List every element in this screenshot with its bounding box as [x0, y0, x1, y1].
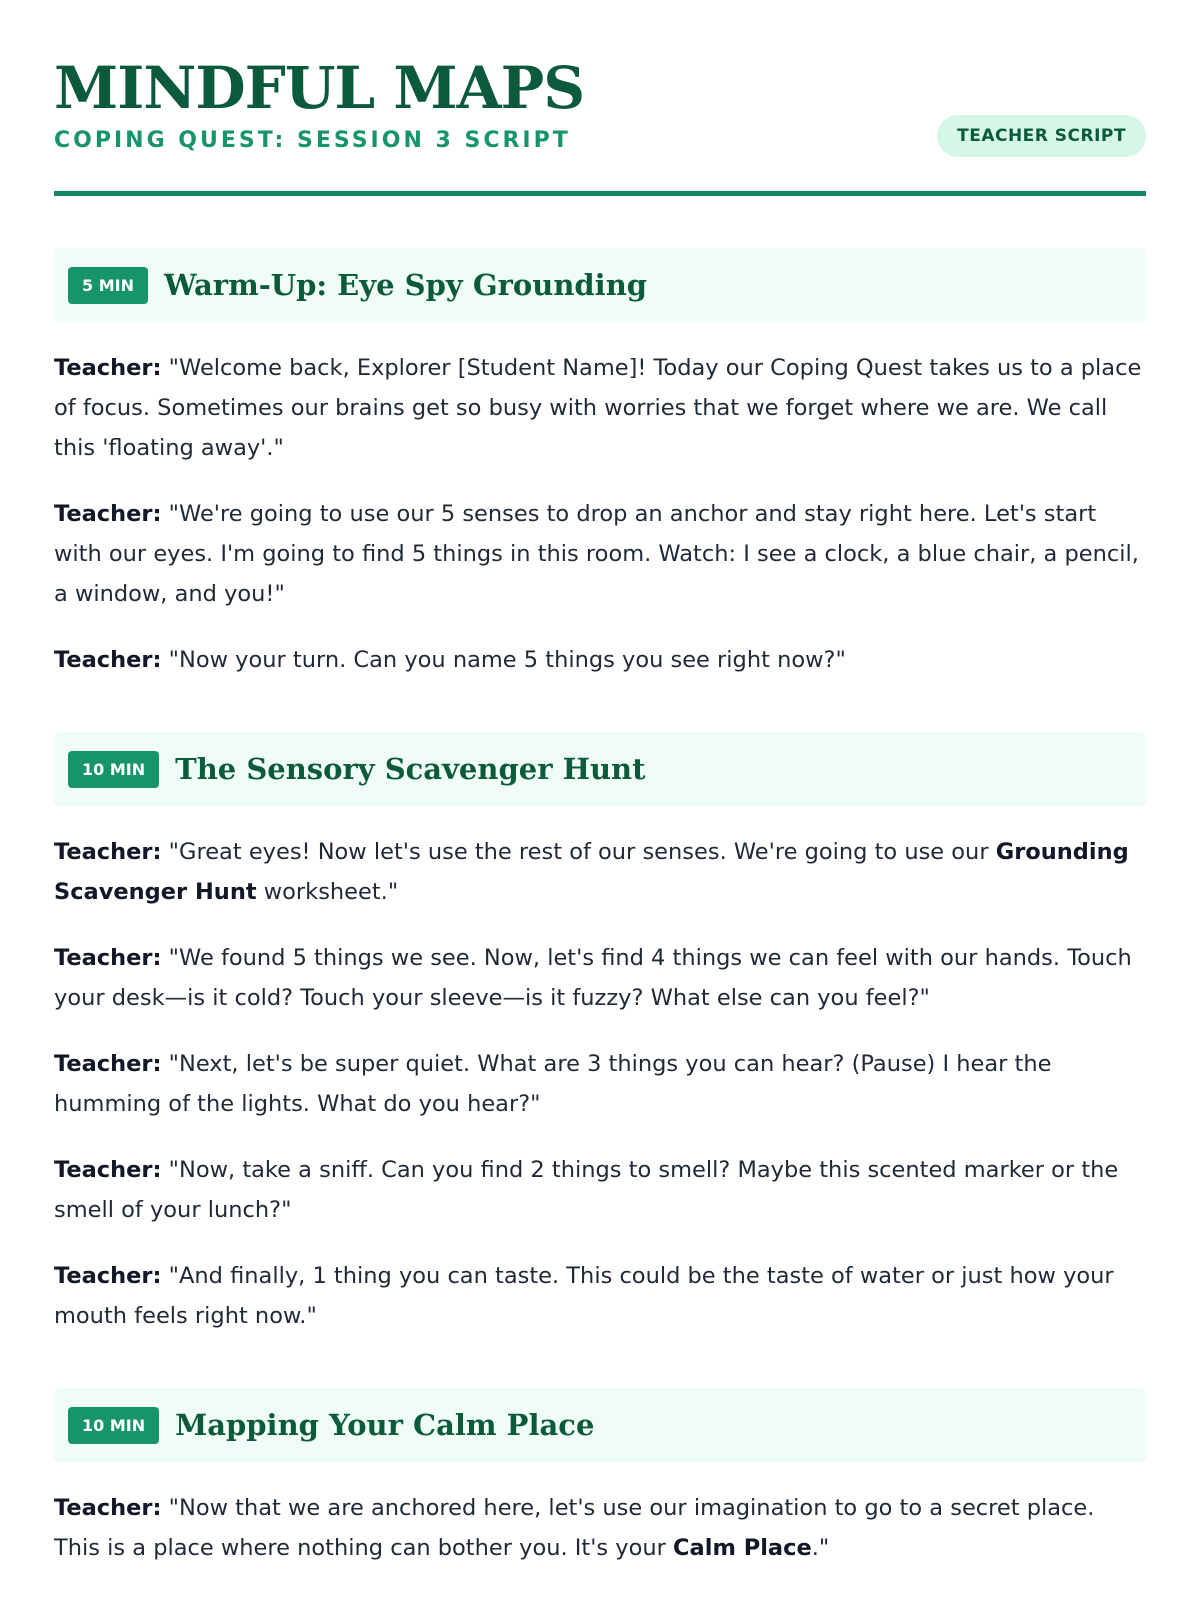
section-warm-up	[54, 248, 1146, 680]
section-header	[54, 732, 1146, 806]
script-paragraph	[54, 494, 1146, 614]
script-paragraph	[54, 1488, 1146, 1568]
script-paragraph	[54, 1150, 1146, 1230]
section-calm-place	[54, 1388, 1146, 1568]
script-text: "Now your turn. Can you name 5 things you see right now?"	[168, 647, 846, 673]
duration-badge: 5 MIN	[68, 267, 148, 304]
script-text: "Next, let's be super quiet. What are 3 things you can hear? (Pause) I hear the humming of the lights. What do you hear?"	[54, 1051, 1052, 1117]
page-subtitle: COPING QUEST: SESSION 3 SCRIPT	[54, 128, 571, 153]
section-title: Warm-Up: Eye Spy Grounding	[163, 268, 648, 302]
script-text: "Now, take a sniff. Can you find 2 things to smell? Maybe this scented marker or the smell of your lunch?"	[54, 1157, 1119, 1223]
speaker-label: Teacher:	[54, 1495, 162, 1521]
teacher-script-badge: TEACHER SCRIPT	[937, 115, 1146, 157]
speaker-label: Teacher:	[54, 355, 162, 381]
section-title: Mapping Your Calm Place	[175, 1408, 595, 1442]
worksheet-name: Grounding Scavenger Hunt	[54, 839, 1129, 905]
calm-place-term: Calm Place	[673, 1535, 812, 1561]
duration-badge: 10 MIN	[68, 751, 159, 788]
script-paragraph	[54, 1044, 1146, 1124]
section-sensory-scavenger-hunt	[54, 732, 1146, 1336]
speaker-label: Teacher:	[54, 1263, 162, 1289]
section-title: The Sensory Scavenger Hunt	[175, 752, 646, 786]
page-title: MINDFUL MAPS	[54, 54, 585, 122]
script-text: "Great eyes! Now let's use the rest of our senses. We're going to use our	[168, 839, 996, 865]
script-body	[54, 832, 1146, 1336]
script-text: "We found 5 things we see. Now, let's find 4 things we can feel with our hands. Touch your desk—is it cold? Touch your sleeve—is it fuzzy? What else can you feel?"	[54, 945, 1132, 1011]
duration-badge: 10 MIN	[68, 1407, 159, 1444]
speaker-label: Teacher:	[54, 839, 162, 865]
speaker-label: Teacher:	[54, 1051, 162, 1077]
speaker-label: Teacher:	[54, 501, 162, 527]
script-paragraph	[54, 348, 1146, 468]
script-paragraph	[54, 1256, 1146, 1336]
section-header	[54, 1388, 1146, 1462]
script-paragraph	[54, 832, 1146, 912]
script-text: ."	[811, 1535, 830, 1561]
script-text: "Welcome back, Explorer [Student Name]! Today our Coping Quest takes us to a place of focus. Sometimes our brains get so busy with worries that we forget where we are. We call this 'floating away'."	[54, 355, 1142, 461]
script-text: "And finally, 1 thing you can taste. This could be the taste of water or just how your mouth feels right now."	[54, 1263, 1114, 1329]
script-text: "Now that we are anchored here, let's use our imagination to go to a secret place. This is a place where nothing can bother you. It's your	[54, 1495, 1095, 1561]
section-header	[54, 248, 1146, 322]
script-text: worksheet."	[256, 879, 399, 905]
page-header	[54, 0, 1146, 196]
speaker-label: Teacher:	[54, 945, 162, 971]
script-text: "We're going to use our 5 senses to drop an anchor and stay right here. Let's start with our eyes. I'm going to find 5 things in this room. Watch: I see a clock, a blue chair, a pencil, a window, and you!"	[54, 501, 1139, 607]
script-body	[54, 348, 1146, 680]
script-paragraph	[54, 938, 1146, 1018]
script-paragraph	[54, 640, 1146, 680]
speaker-label: Teacher:	[54, 647, 162, 673]
speaker-label: Teacher:	[54, 1157, 162, 1183]
script-body	[54, 1488, 1146, 1568]
